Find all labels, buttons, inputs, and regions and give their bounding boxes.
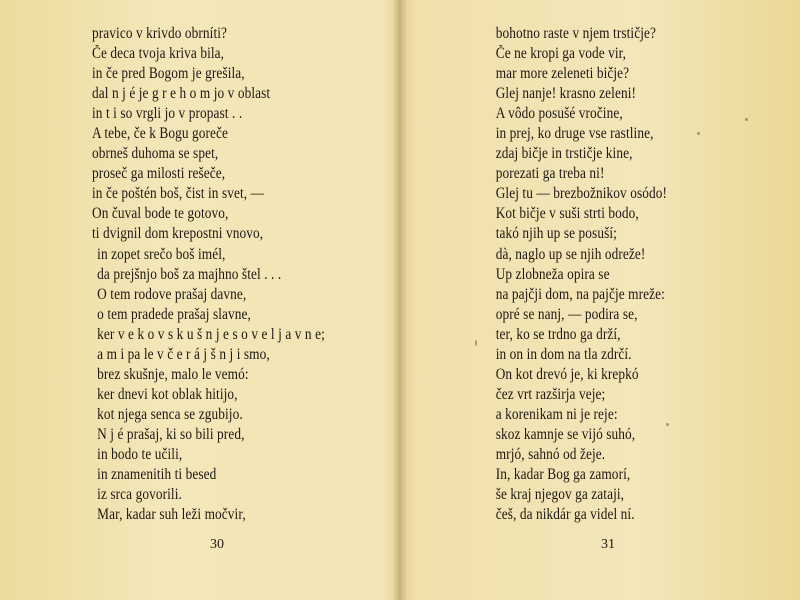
text-line: Mar, kadar suh leži močvir, bbox=[97, 506, 246, 524]
text-line: proseč ga milosti rešeče, bbox=[92, 165, 226, 183]
text-line: in t i so vrgli jo v propast . . bbox=[92, 105, 243, 123]
text-line: ker dnevi kot oblak hitijo, bbox=[97, 385, 238, 403]
paper-speck bbox=[666, 423, 669, 426]
right-page bbox=[494, 24, 724, 584]
text-line: čez vrt razširja veje; bbox=[495, 385, 606, 403]
text-line: O tem rodove prašaj davne, bbox=[97, 285, 247, 303]
text-line: Kot bičje v suši strti bodo, bbox=[495, 205, 639, 223]
text-line: in bodo te učili, bbox=[97, 445, 183, 463]
text-line: In, kadar Bog ga zamorí, bbox=[495, 466, 631, 484]
text-line: A vôdo posušé vročine, bbox=[495, 105, 623, 123]
text-line: A tebe, če k Bogu goreče bbox=[92, 125, 229, 143]
text-line: a m i pa le v č e r á j š n j i smo, bbox=[97, 345, 270, 363]
left-page bbox=[92, 24, 352, 584]
right-page-number: 31 bbox=[601, 537, 615, 552]
text-line: ker v e k o v s k u š n j e s o v e l j a v n e; bbox=[97, 325, 325, 343]
book-gutter bbox=[393, 0, 407, 600]
text-line: dà, naglo up se njih odreže! bbox=[495, 245, 646, 263]
text-line: in on in dom na tla zdrčí. bbox=[495, 345, 632, 363]
text-line: opré se nanj, — podira se, bbox=[495, 305, 638, 323]
paper-speck bbox=[697, 132, 700, 135]
text-line: On čuval bode te gotovo, bbox=[92, 205, 229, 223]
text-line: skoz kamnje se vijó suhó, bbox=[495, 425, 636, 443]
text-line: takó njih up se posuší; bbox=[495, 225, 617, 243]
text-line: in zopet srečo boš imél, bbox=[97, 245, 226, 263]
left-page-number: 30 bbox=[210, 537, 224, 552]
text-line: ti dvignil dom krepostni vnovo, bbox=[92, 225, 264, 243]
text-line: Up zlobneža opira se bbox=[495, 265, 610, 283]
text-line: dal n j é je g r e h o m jo v oblast bbox=[92, 85, 271, 103]
text-line: Če deca tvoja kriva bila, bbox=[92, 45, 225, 63]
text-line: zdaj bičje in trstičje kine, bbox=[495, 145, 633, 163]
text-line: na pajčji dom, na pajčje mreže: bbox=[495, 285, 665, 303]
text-line: in če poštén boš, čist in svet, — bbox=[92, 185, 265, 203]
text-line: in prej, ko druge vse rastline, bbox=[495, 125, 654, 143]
paper-speck bbox=[475, 340, 477, 346]
text-line: Glej tu — brezbožnikov osódo! bbox=[495, 185, 668, 203]
text-line: On kot drevó je, ki krepkó bbox=[495, 365, 639, 383]
text-line: a korenikam ni je reje: bbox=[495, 405, 618, 423]
text-line: ter, ko se trdno ga drží, bbox=[495, 325, 621, 343]
text-line: Če ne kropi ga vode vir, bbox=[495, 45, 627, 63]
text-line: da prejšnjo boš za majhno štel . . . bbox=[97, 265, 282, 283]
text-line: porezati ga treba ni! bbox=[495, 165, 605, 183]
right-page-text bbox=[494, 24, 724, 525]
text-line: in če pred Bogom je grešila, bbox=[92, 65, 245, 83]
text-line: N j é prašaj, ki so bili pred, bbox=[97, 425, 245, 443]
paper-speck bbox=[745, 118, 748, 121]
text-line: kot njega senca se zgubijo. bbox=[97, 405, 243, 423]
text-line: pravico v krivdo obrníti? bbox=[92, 25, 228, 42]
text-line: iz srca govorili. bbox=[97, 486, 182, 504]
text-line: Glej nanje! krasno zeleni! bbox=[495, 85, 637, 103]
left-page-text bbox=[92, 24, 352, 525]
text-line: in znamenitih ti besed bbox=[97, 466, 217, 484]
text-line: obrneš duhoma se spet, bbox=[92, 145, 219, 163]
text-line: o tem pradede prašaj slavne, bbox=[97, 305, 251, 323]
text-line: mar more zeleneti bičje? bbox=[495, 65, 630, 83]
text-line: brez skušnje, malo le vemó: bbox=[97, 365, 249, 383]
text-line: še kraj njegov ga zataji, bbox=[495, 486, 625, 504]
text-line: češ, da nikdár ga videl ní. bbox=[495, 506, 635, 524]
text-line: mrjó, sahnó od žeje. bbox=[495, 445, 606, 463]
text-line: bohotno raste v njem trstičje? bbox=[495, 25, 657, 42]
